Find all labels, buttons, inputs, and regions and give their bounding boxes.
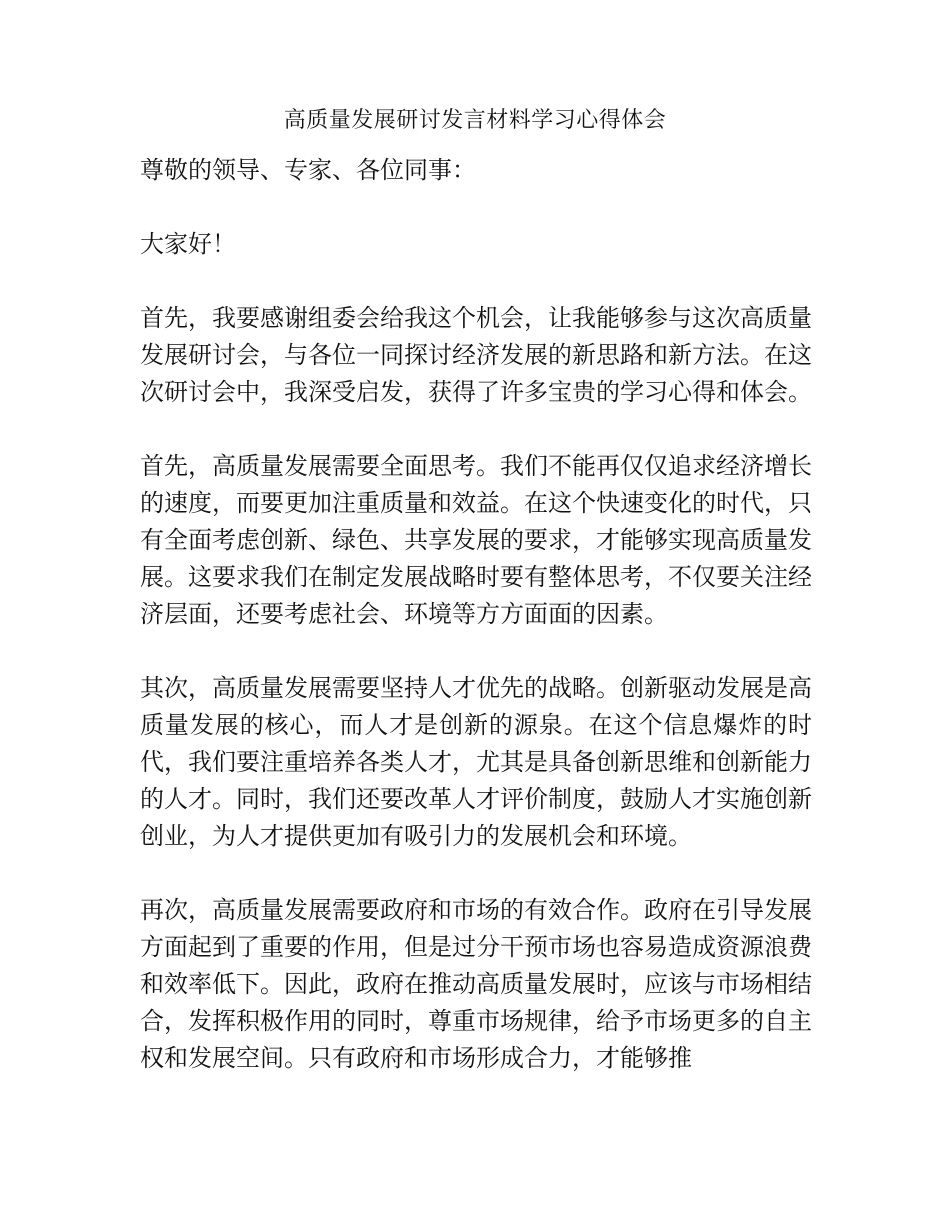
document-body [140,152,812,1077]
paragraph-holistic-thinking: 首先，高质量发展需要全面思考。我们不能再仅仅追求经济增长的速度，而要更加注重质量和效益。在这个快速变化的时代，只有全面考虑创新、绿色、共享发展的要求，才能够实现高质量发展。这要求我们在制定发展战略时要有整体思考，不仅要关注经济层面，还要考虑社会、环境等方方面面的因素。 [140,452,812,628]
salutation: 尊敬的领导、专家、各位同事： [140,156,476,184]
greeting: 大家好！ [140,230,236,258]
paragraph-talent-strategy: 其次，高质量发展需要坚持人才优先的战略。创新驱动发展是高质量发展的核心，而人才是创新的源泉。在这个信息爆炸的时代，我们要注重培养各类人才，尤其是具备创新思维和创新能力的人才。同时，我们还要改革人才评价制度，鼓励人才实施创新创业，为人才提供更加有吸引力的发展机会和环境。 [140,674,812,850]
paragraph-thanks: 首先，我要感谢组委会给我这个机会，让我能够参与这次高质量发展研讨会，与各位一同探讨经济发展的新思路和新方法。在这次研讨会中，我深受启发，获得了许多宝贵的学习心得和体会。 [140,304,812,406]
paragraph-government-market: 再次，高质量发展需要政府和市场的有效合作。政府在引导发展方面起到了重要的作用，但是过分干预市场也容易造成资源浪费和效率低下。因此，政府在推动高质量发展时，应该与市场相结合，发挥积极作用的同时，尊重市场规律，给予市场更多的自主权和发展空间。只有政府和市场形成合力，才能够推 [140,896,812,1072]
document-title: 高质量发展研讨发言材料学习心得体会 [283,108,667,133]
